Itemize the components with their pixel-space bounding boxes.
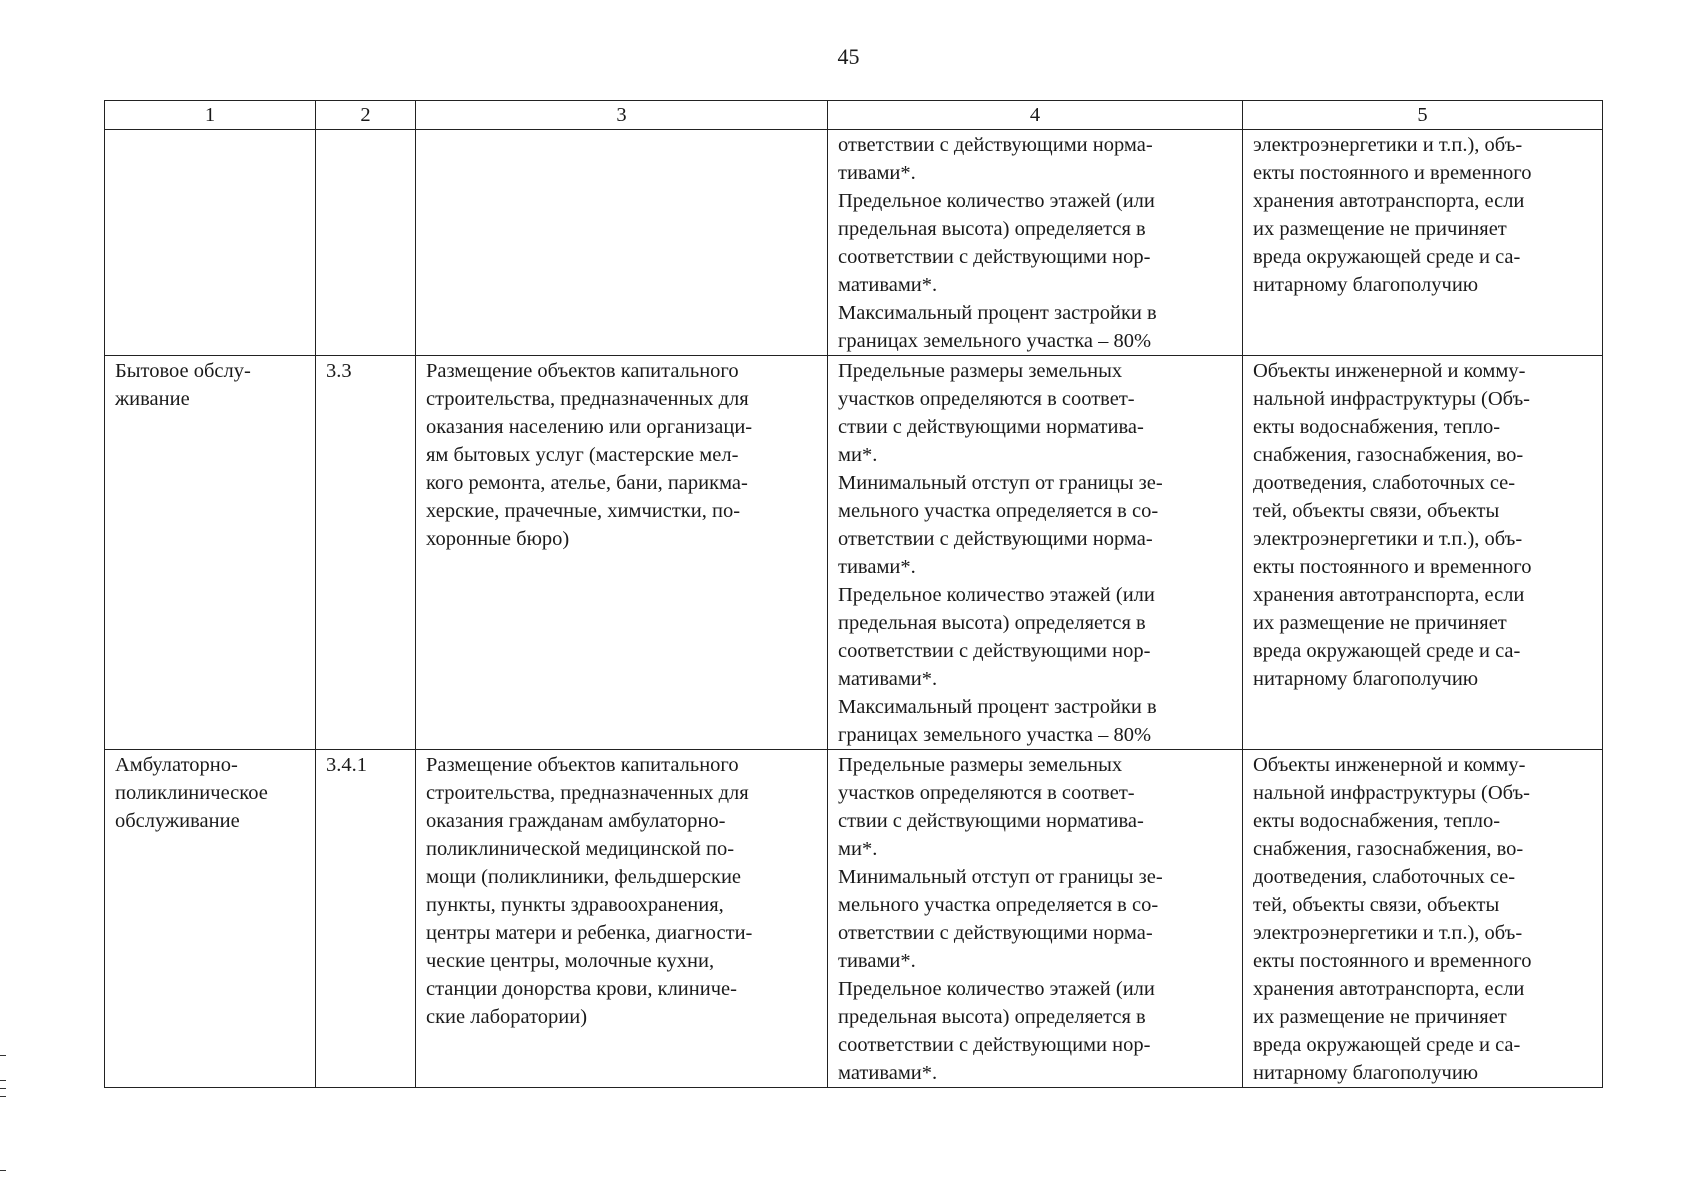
cell-line: екты водоснабжения, тепло- <box>1253 810 1501 832</box>
margin-mark <box>0 1080 6 1081</box>
cell-line: границах земельного участка – 80% <box>838 330 1152 352</box>
header-col-1: 1 <box>105 101 316 130</box>
cell-line: тивами*. <box>838 556 916 578</box>
cell-line: ям бытовых услуг (мастерские мел- <box>426 444 739 466</box>
cell-line: кого ремонта, ателье, бани, парикма- <box>426 472 748 494</box>
cell-parameters <box>828 130 1243 356</box>
cell-line: мативами*. <box>838 668 938 690</box>
cell-line: живание <box>115 388 190 410</box>
page-number: 45 <box>837 44 860 69</box>
cell-line: обслуживание <box>115 810 240 832</box>
cell-line: екты постоянного и временного <box>1253 950 1532 972</box>
table-row <box>105 130 1603 356</box>
cell-description <box>416 130 828 356</box>
cell-line: хранения автотранспорта, если <box>1253 190 1525 212</box>
header-col-2: 2 <box>316 101 416 130</box>
table-row <box>105 356 1603 750</box>
cell-line: 3.4.1 <box>326 754 367 776</box>
cell-line: нитарному благополучию <box>1253 668 1479 690</box>
cell-line: электроэнергетики и т.п.), объ- <box>1253 528 1523 550</box>
cell-line: вреда окружающей среде и са- <box>1253 640 1521 662</box>
cell-code <box>316 356 416 750</box>
cell-parameters <box>828 750 1243 1088</box>
cell-line: их размещение не причиняет <box>1253 218 1507 240</box>
cell-line: границах земельного участка – 80% <box>838 724 1152 746</box>
cell-line: Бытовое обслу- <box>115 360 251 382</box>
cell-line: хоронные бюро) <box>426 528 570 550</box>
cell-line: соответствии с действующими нор- <box>838 640 1151 662</box>
cell-type-of-use <box>105 356 316 750</box>
cell-line: екты постоянного и временного <box>1253 162 1532 184</box>
cell-line: тей, объекты связи, объекты <box>1253 500 1500 522</box>
cell-line: Размещение объектов капитального <box>426 360 739 382</box>
cell-code <box>316 130 416 356</box>
cell-line: оказания гражданам амбулаторно- <box>426 810 726 832</box>
cell-line: хранения автотранспорта, если <box>1253 584 1525 606</box>
cell-line: ческие центры, молочные кухни, <box>426 950 715 972</box>
cell-line: нальной инфраструктуры (Объ- <box>1253 388 1531 410</box>
cell-line: ствии с действующими норматива- <box>838 810 1144 832</box>
header-col-3: 3 <box>416 101 828 130</box>
cell-line: поликлинической медицинской по- <box>426 838 735 860</box>
margin-mark <box>0 1055 6 1056</box>
cell-code <box>316 750 416 1088</box>
cell-line: мощи (поликлиники, фельдшерские <box>426 866 742 888</box>
cell-line: Амбулаторно- <box>115 754 238 776</box>
cell-line: предельная высота) определяется в <box>838 218 1146 240</box>
cell-line: тивами*. <box>838 162 916 184</box>
margin-mark <box>0 1088 6 1089</box>
cell-line: оказания населению или организаци- <box>426 416 753 438</box>
cell-description <box>416 356 828 750</box>
cell-line: екты постоянного и временного <box>1253 556 1532 578</box>
cell-line: вреда окружающей среде и са- <box>1253 1034 1521 1056</box>
cell-line: соответствии с действующими нор- <box>838 246 1151 268</box>
cell-line: доотведения, слаботочных се- <box>1253 472 1516 494</box>
cell-line: тей, объекты связи, объекты <box>1253 894 1500 916</box>
cell-line: Предельное количество этажей (или <box>838 190 1155 212</box>
cell-line: строительства, предназначенных для <box>426 782 749 804</box>
cell-line: хранения автотранспорта, если <box>1253 978 1525 1000</box>
cell-line: Предельные размеры земельных <box>838 754 1123 776</box>
cell-line: Объекты инженерной и комму- <box>1253 360 1526 382</box>
cell-line: Максимальный процент застройки в <box>838 696 1157 718</box>
cell-line: поликлиническое <box>115 782 268 804</box>
cell-line: Размещение объектов капитального <box>426 754 739 776</box>
cell-line: Объекты инженерной и комму- <box>1253 754 1526 776</box>
table-row <box>105 750 1603 1088</box>
cell-line: их размещение не причиняет <box>1253 1006 1507 1028</box>
cell-line: нальной инфраструктуры (Объ- <box>1253 782 1531 804</box>
cell-line: их размещение не причиняет <box>1253 612 1507 634</box>
cell-line: участков определяются в соответ- <box>838 782 1135 804</box>
cell-line: доотведения, слаботочных се- <box>1253 866 1516 888</box>
cell-line: ские лаборатории) <box>426 1006 588 1028</box>
cell-line: Минимальный отступ от границы зе- <box>838 472 1163 494</box>
cell-line: соответствии с действующими нор- <box>838 1034 1151 1056</box>
cell-line: ми*. <box>838 838 878 860</box>
zoning-regulations-table <box>104 100 1603 1088</box>
cell-line: Минимальный отступ от границы зе- <box>838 866 1163 888</box>
cell-line: Предельное количество этажей (или <box>838 978 1155 1000</box>
cell-line: херские, прачечные, химчистки, по- <box>426 500 741 522</box>
cell-type-of-use <box>105 750 316 1088</box>
cell-line: участков определяются в соответ- <box>838 388 1135 410</box>
cell-line: строительства, предназначенных для <box>426 388 749 410</box>
cell-line: ответствии с действующими норма- <box>838 134 1153 156</box>
cell-description <box>416 750 828 1088</box>
cell-line: снабжения, газоснабжения, во- <box>1253 838 1524 860</box>
cell-line: пункты, пункты здравоохранения, <box>426 894 724 916</box>
table-body <box>105 130 1603 1088</box>
cell-line: Максимальный процент застройки в <box>838 302 1157 324</box>
cell-line: нитарному благополучию <box>1253 1062 1479 1084</box>
cell-line: электроэнергетики и т.п.), объ- <box>1253 134 1523 156</box>
margin-mark <box>0 1096 6 1097</box>
cell-line: мельного участка определяется в со- <box>838 894 1159 916</box>
cell-line: ствии с действующими норматива- <box>838 416 1144 438</box>
cell-line: мативами*. <box>838 274 938 296</box>
cell-line: ответствии с действующими норма- <box>838 528 1153 550</box>
cell-auxiliary-uses <box>1243 130 1603 356</box>
cell-line: предельная высота) определяется в <box>838 1006 1146 1028</box>
cell-line: электроэнергетики и т.п.), объ- <box>1253 922 1523 944</box>
cell-line: Предельные размеры земельных <box>838 360 1123 382</box>
cell-parameters <box>828 356 1243 750</box>
table-header-row <box>105 101 1603 130</box>
cell-line: Предельное количество этажей (или <box>838 584 1155 606</box>
cell-line: нитарному благополучию <box>1253 274 1479 296</box>
cell-line: станции донорства крови, клиниче- <box>426 978 737 1000</box>
header-col-4: 4 <box>828 101 1243 130</box>
cell-line: екты водоснабжения, тепло- <box>1253 416 1501 438</box>
cell-line: мативами*. <box>838 1062 938 1084</box>
header-col-5: 5 <box>1243 101 1603 130</box>
cell-line: мельного участка определяется в со- <box>838 500 1159 522</box>
margin-mark <box>0 1170 6 1171</box>
cell-line: центры матери и ребенка, диагности- <box>426 922 753 944</box>
cell-auxiliary-uses <box>1243 356 1603 750</box>
cell-line: ответствии с действующими норма- <box>838 922 1153 944</box>
cell-line: снабжения, газоснабжения, во- <box>1253 444 1524 466</box>
cell-line: ми*. <box>838 444 878 466</box>
cell-line: вреда окружающей среде и са- <box>1253 246 1521 268</box>
cell-type-of-use <box>105 130 316 356</box>
cell-auxiliary-uses <box>1243 750 1603 1088</box>
cell-line: 3.3 <box>326 360 352 382</box>
cell-line: тивами*. <box>838 950 916 972</box>
cell-line: предельная высота) определяется в <box>838 612 1146 634</box>
